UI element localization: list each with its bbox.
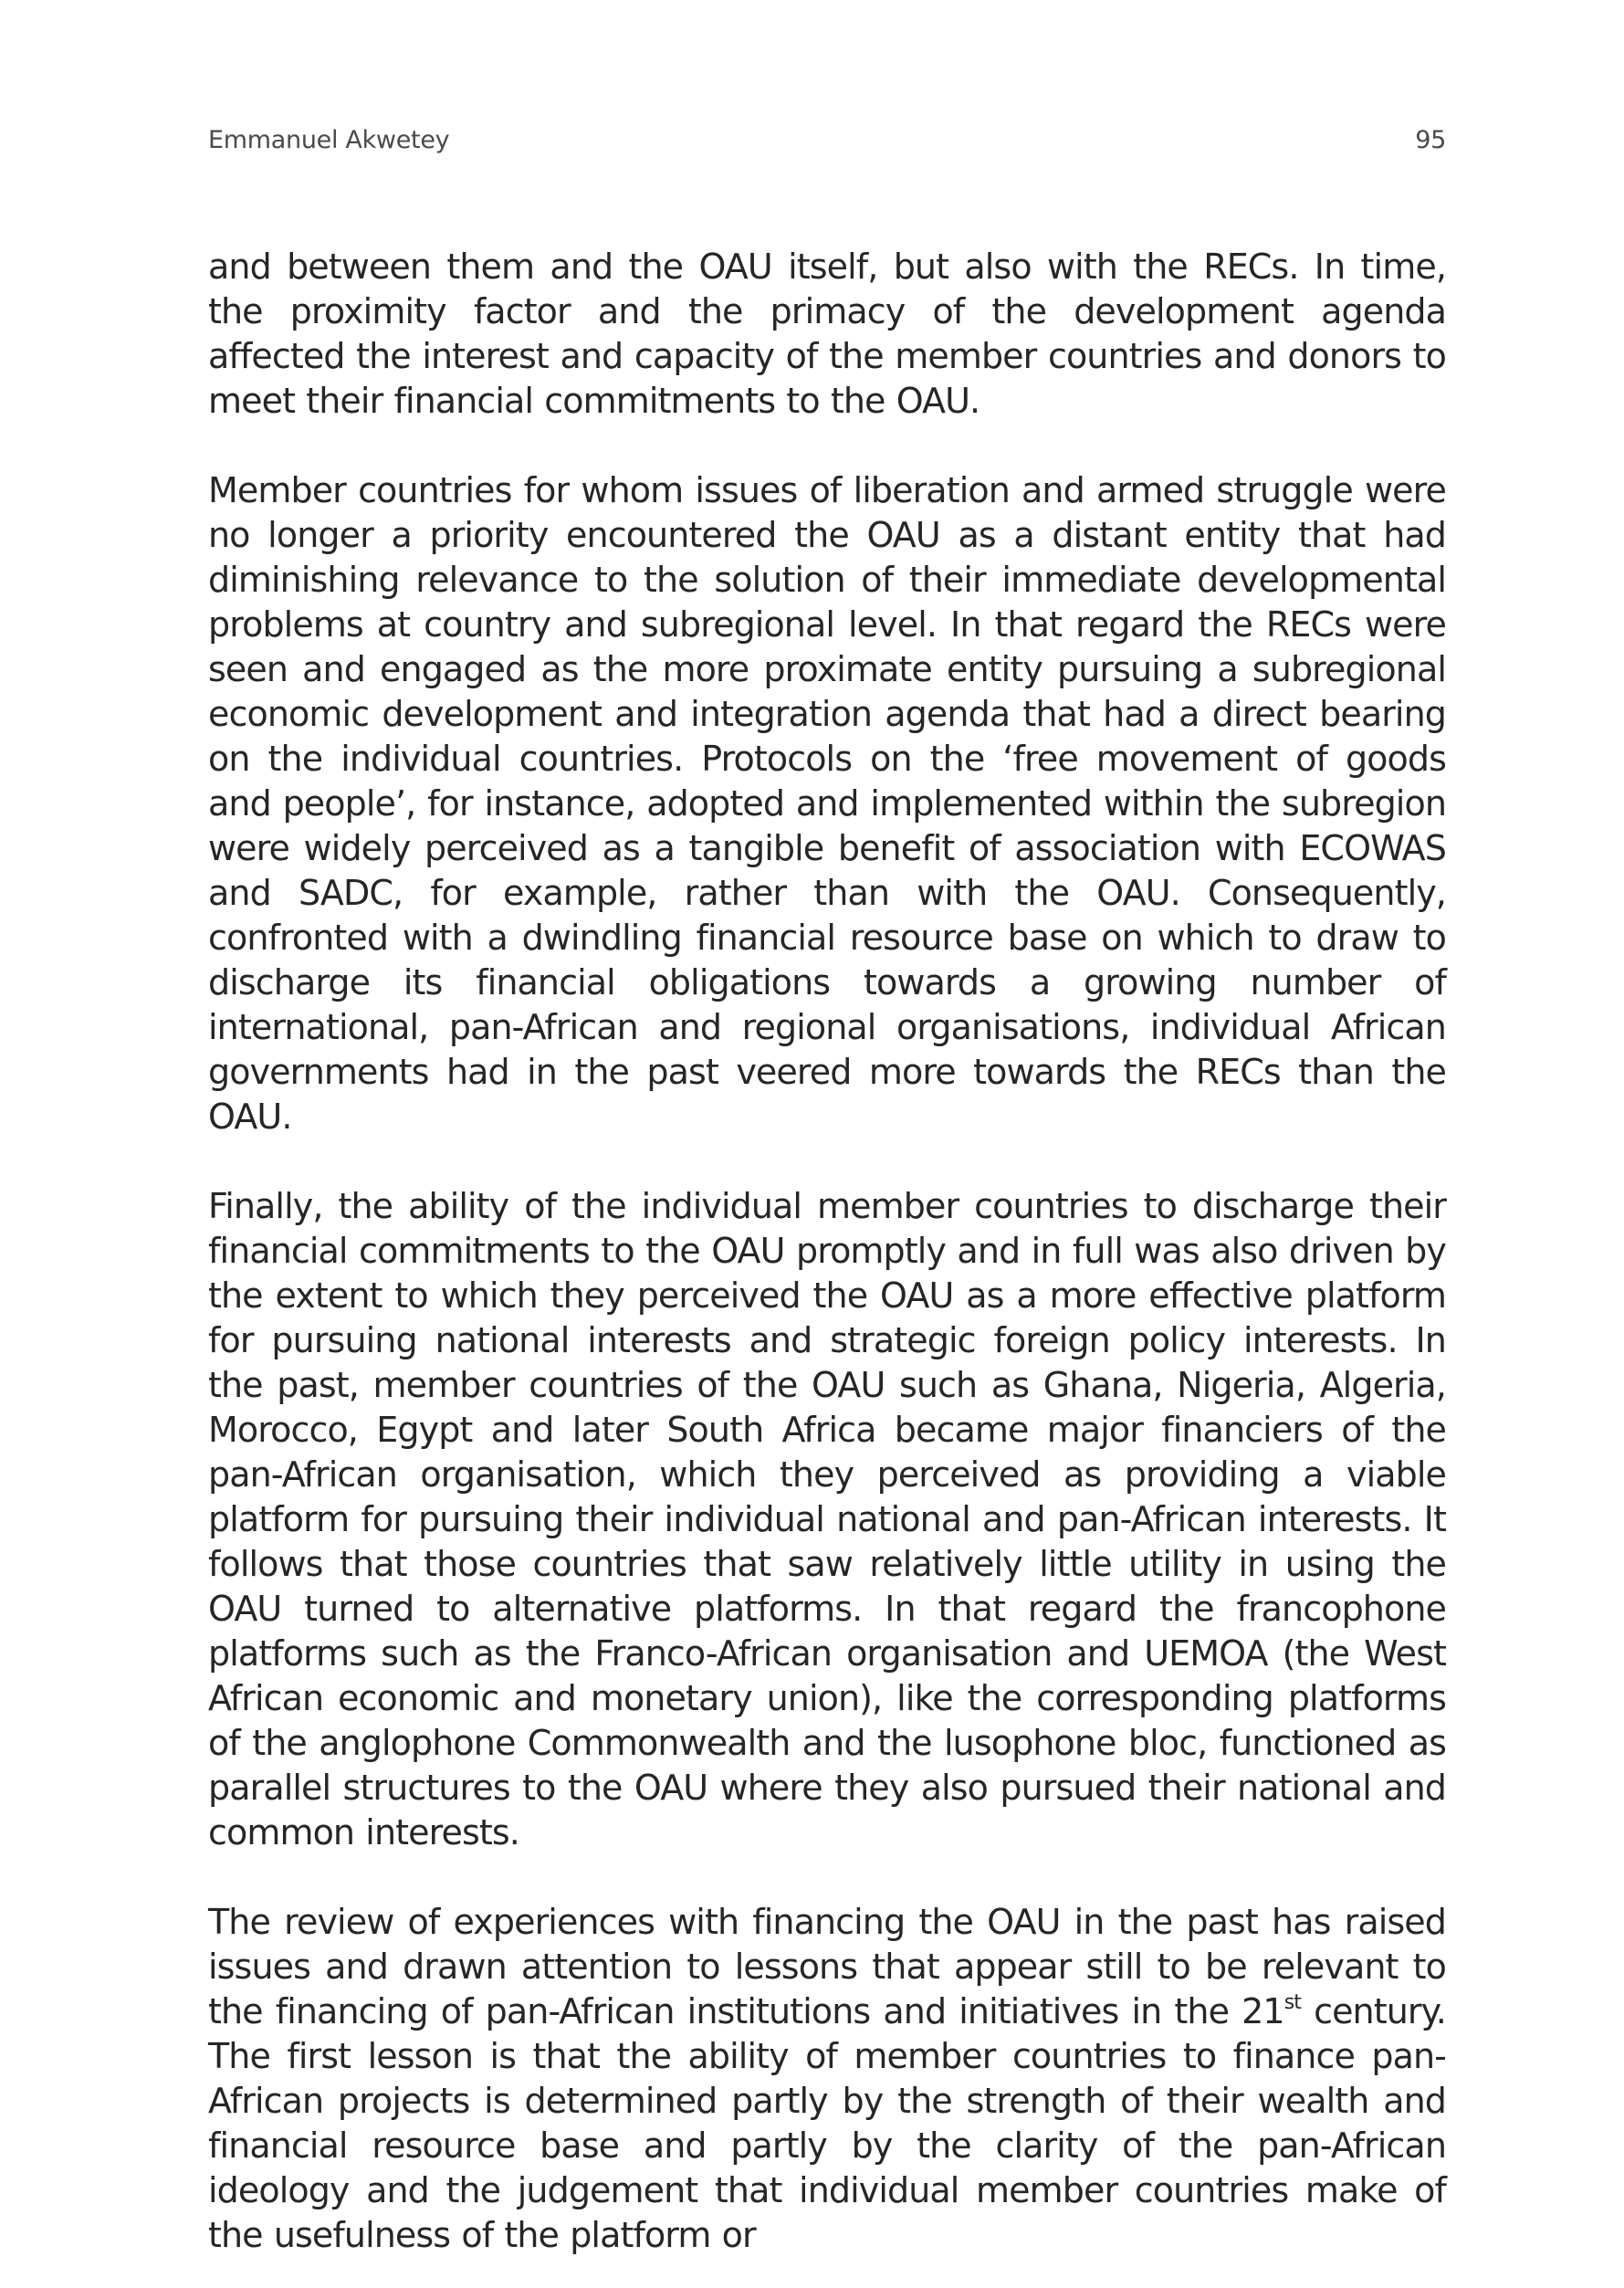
ordinal-superscript: st <box>1283 1991 1301 2014</box>
body-text <box>208 245 1446 2258</box>
paragraph-4-text-end: century. The first lesson is that the ability of member countries to finance pan-African projects is determined partly by the strength of their wealth and financial resource base and partly by the clarity of the pan-African ideology and the judgement that individual member countries make of the usefulness of the platform or <box>208 1991 1446 2255</box>
paragraph-1: and between them and the OAU itself, but also with the RECs. In time, the proximity factor and the primacy of the development agenda affected the interest and capacity of the member countries and donors to meet their financial commitments to the OAU. <box>208 247 1446 421</box>
paragraph-4 <box>208 1900 1446 2258</box>
author-name: Emmanuel Akwetey <box>208 126 450 154</box>
paragraph-4-text-start: The review of experiences with financing the OAU in the past has raised issues and drawn attention to lessons that appear still to be relevant to the financing of pan-African institutions and initiatives in the 21 <box>208 1902 1446 2031</box>
paragraph-3: Finally, the ability of the individual member countries to discharge their financial commitments to the OAU promptly and in full was also driven by the extent to which they perceived the OAU as a more effective platform for pursuing national interests and strategic foreign policy interests. In the past, member countries of the OAU such as Ghana, Nigeria, Algeria, Morocco, Egypt and later South Africa became major financiers of the pan-African organisation, which they perceived as providing a viable platform for pursuing their individual national and pan-African interests. It follows that those countries that saw relatively little utility in using the OAU turned to alternative platforms. In that regard the francophone platforms such as the Franco-African organisation and UEMOA (the West African economic and monetary union), like the corresponding platforms of the anglophone Commonwealth and the lusophone bloc, functioned as parallel structures to the OAU where they also pursued their national and common interests. <box>208 1186 1446 1852</box>
page-number: 95 <box>1415 126 1446 154</box>
running-header <box>208 122 1446 159</box>
paragraph-2: Member countries for whom issues of liberation and armed struggle were no longer a priority encountered the OAU as a distant entity that had diminishing relevance to the solution of their immediate developmental problems at country and subregional level. In that regard the RECs were seen and engaged as the more proximate entity pursuing a subregional economic development and integration agenda that had a direct bearing on the individual countries. Protocols on the ‘free movement of goods and people’, for instance, adopted and implemented within the subregion were widely perceived as a tangible benefit of association with ECOWAS and SADC, for example, rather than with the OAU. Consequently, confronted with a dwindling financial resource base on which to draw to discharge its financial obligations towards a growing number of international, pan-African and regional organisations, individual African governments had in the past veered more towards the RECs than the OAU. <box>208 470 1446 1137</box>
